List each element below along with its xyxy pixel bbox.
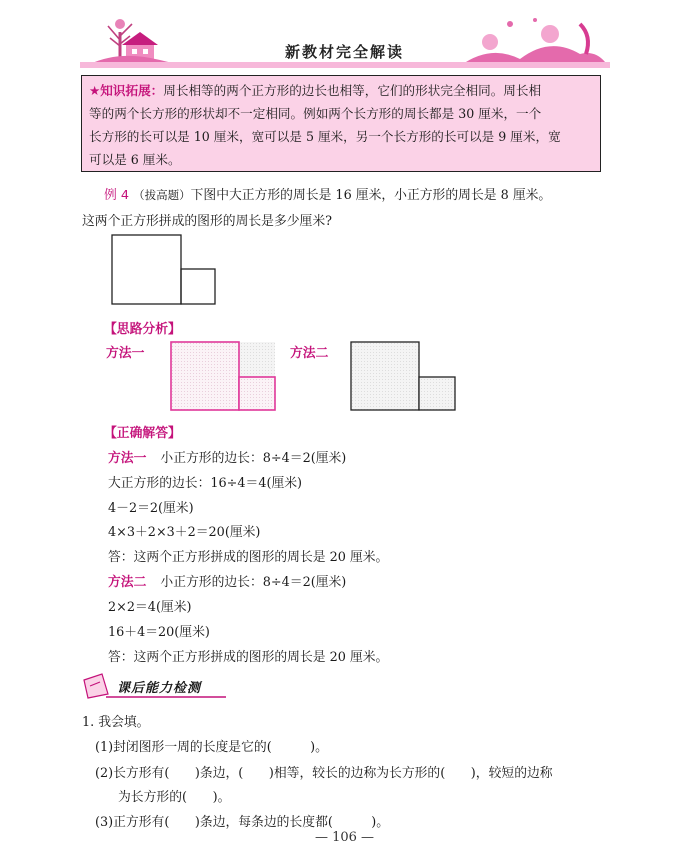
homework-title: 课后能力检测 — [117, 681, 202, 696]
m1-line-2: 大正方形的边长：16÷4＝4(厘米) — [108, 476, 303, 491]
example-number: 例 4 — [104, 188, 130, 203]
example-line-1: 例 4 （拔高题）下图中大正方形的周长是 16 厘米，小正方形的周长是 8 厘米。 — [104, 188, 552, 203]
m2-line-3: 16＋4＝20(厘米) — [108, 625, 210, 640]
m1-line-3: 4－2＝2(厘米) — [108, 501, 194, 516]
header-band — [80, 62, 610, 68]
m2-line-2: 2×2＝4(厘米) — [108, 600, 192, 615]
answer-method-1-label: 方法一 — [108, 451, 147, 466]
exercise-q2-line-2: 为长方形的( )。 — [118, 790, 231, 805]
big-square — [351, 342, 419, 410]
small-square-highlighted — [239, 377, 275, 410]
knowledge-line-4: 可以是 6 厘米。 — [89, 152, 181, 167]
big-square-highlighted — [171, 342, 239, 410]
example-tag: （拔高题） — [133, 188, 191, 202]
book-title: 新教材完全解读 — [284, 43, 404, 61]
knowledge-box — [81, 75, 601, 172]
knowledge-line-1: ★知识拓展：周长相等的两个正方形的边长也相等，它们的形状完全相同。周长相 — [89, 83, 542, 98]
m1-line-4: 4×3＋2×3＋2＝20(厘米) — [108, 525, 261, 540]
example-figure — [110, 233, 218, 305]
analysis-method-1: 方法一 — [106, 346, 145, 361]
exercise-q1: (1)封闭图形一周的长度是它的( )。 — [95, 740, 328, 755]
big-square — [112, 235, 181, 304]
analysis-method-2: 方法二 — [290, 346, 329, 361]
page-number: — 106 — — [314, 830, 375, 845]
small-square — [419, 377, 455, 410]
knowledge-line-3: 长方形的长可以是 10 厘米，宽可以是 5 厘米，另一个长方形的长可以是 9 厘米，宽 — [89, 129, 561, 144]
m1-line-1: 方法一 小正方形的边长：8÷4＝2(厘米) — [108, 451, 347, 466]
pencil-icon — [84, 674, 108, 698]
m2-line-1: 方法二 小正方形的边长：8÷4＝2(厘米) — [108, 575, 347, 590]
knowledge-label: ★知识拓展： — [89, 83, 164, 98]
exercise-title: 1. 我会填。 — [82, 715, 150, 730]
knowledge-line-2: 等的两个长方形的形状却不一定相同。例如两个长方形的周长都是 30 厘米，一个 — [89, 106, 542, 121]
analysis-heading: 【思路分析】 — [104, 322, 181, 337]
exercise-q2-line-1: (2)长方形有( )条边，( )相等，较长的边称为长方形的( )，较短的边称 — [95, 766, 553, 781]
answer-method-2-label: 方法二 — [108, 575, 147, 590]
dashed-extension — [239, 342, 275, 377]
exercise-q3: (3)正方形有( )条边，每条边的长度都( )。 — [95, 815, 390, 830]
example-line-2: 这两个正方形拼成的图形的周长是多少厘米? — [82, 214, 333, 229]
small-square — [181, 269, 215, 304]
m1-answer: 答：这两个正方形拼成的图形的周长是 20 厘米。 — [108, 550, 389, 565]
answer-heading: 【正确解答】 — [104, 426, 181, 441]
method-2-figure — [348, 339, 460, 413]
m2-answer: 答：这两个正方形拼成的图形的周长是 20 厘米。 — [108, 650, 389, 665]
method-1-figure — [168, 339, 280, 413]
